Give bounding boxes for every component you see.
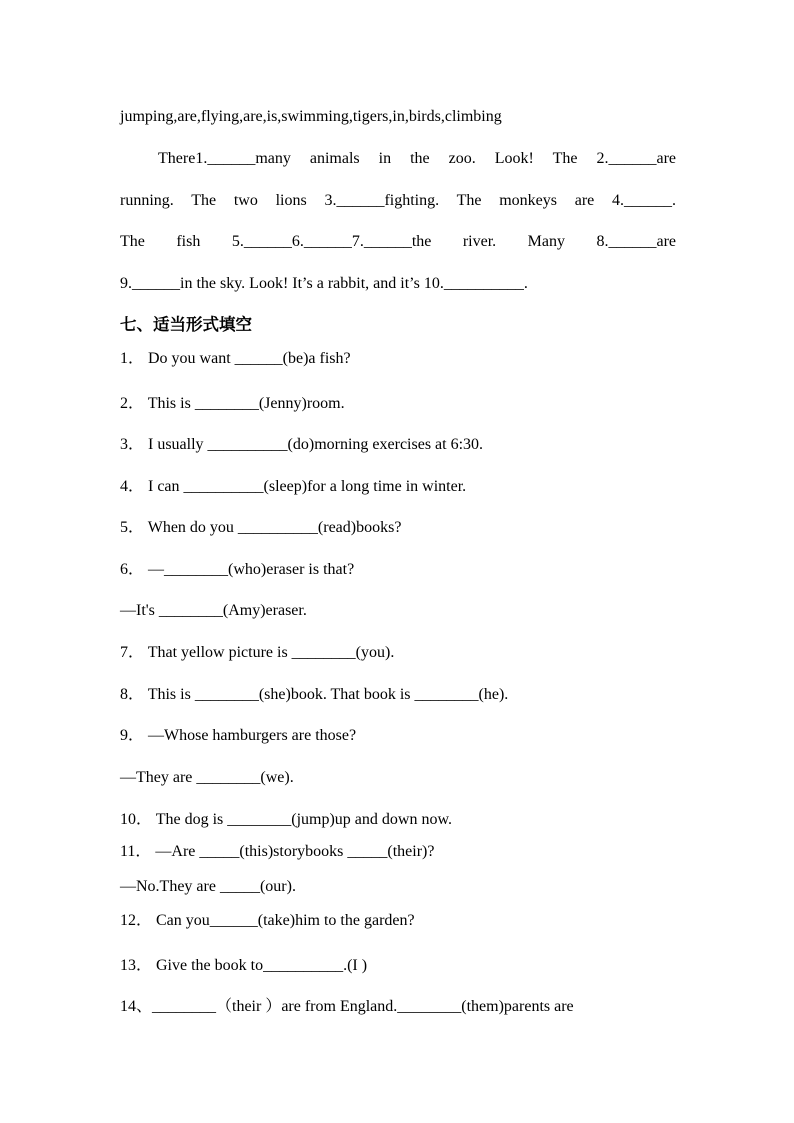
question-6-answer: —It's ________(Amy)eraser. [120,602,307,619]
passage-line-2: running. The two lions 3.______fighting. The monkeys are 4.______. [120,192,676,209]
question-11: 11． —Are _____(this)storybooks _____(their)? [120,843,435,860]
passage-line-1: There1.______many animals in the zoo. Look! The 2.______are [120,150,676,167]
question-7: 7． That yellow picture is ________(you). [120,644,395,661]
question-10: 10． The dog is ________(jump)up and down now. [120,811,452,828]
question-5: 5． When do you __________(read)books? [120,519,402,536]
word-bank: jumping,are,flying,are,is,swimming,tigers,in,birds,climbing [120,108,502,125]
question-13: 13． Give the book to__________.(I ) [120,957,368,974]
question-9-answer: —They are ________(we). [120,769,294,786]
question-12: 12． Can you______(take)him to the garden? [120,912,415,929]
question-11-answer: —No.They are _____(our). [120,878,296,895]
question-2: 2． This is ________(Jenny)room. [120,395,345,412]
question-8: 8． This is ________(she)book. That book is ________(he). [120,686,509,703]
passage-line-4: 9.______in the sky. Look! It’s a rabbit, and it’s 10.__________. [120,275,528,292]
question-3: 3． I usually __________(do)morning exercises at 6:30. [120,436,484,453]
question-14: 14、________（their ）are from England.________(them)parents are [120,998,574,1015]
question-1: 1． Do you want ______(be)a fish? [120,350,351,367]
passage-line-3: The fish 5.______6.______7.______the river. Many 8.______are [120,233,676,250]
question-4: 4． I can __________(sleep)for a long time in winter. [120,478,467,495]
question-9: 9． —Whose hamburgers are those? [120,727,357,744]
section-title: 七、适当形式填空 [120,315,252,334]
question-6: 6． —________(who)eraser is that? [120,561,355,578]
